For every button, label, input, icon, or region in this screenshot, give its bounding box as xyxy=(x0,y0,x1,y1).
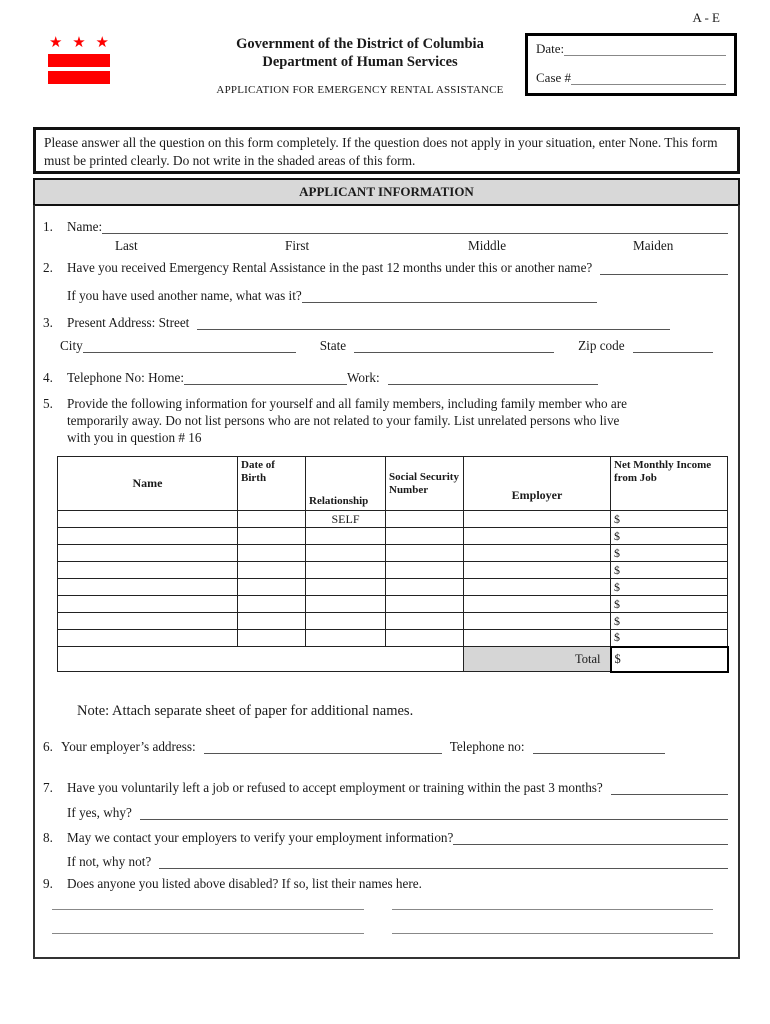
label-last: Last xyxy=(115,238,138,253)
name-input[interactable] xyxy=(102,220,728,234)
family-members-table xyxy=(57,456,729,673)
date-row xyxy=(536,41,726,57)
label-middle: Middle xyxy=(468,238,507,253)
member-relationship-cell[interactable] xyxy=(306,545,386,562)
applicant-information-section xyxy=(33,205,740,959)
member-employer-cell[interactable] xyxy=(464,562,611,579)
member-ssn-cell[interactable] xyxy=(386,528,464,545)
label-first: First xyxy=(285,238,310,253)
member-name-cell[interactable] xyxy=(58,630,238,647)
member-dob-cell[interactable] xyxy=(238,528,306,545)
member-dob-cell[interactable] xyxy=(238,630,306,647)
member-employer-cell[interactable] xyxy=(464,630,611,647)
dc-flag-logo xyxy=(48,36,110,84)
member-employer-cell[interactable] xyxy=(464,579,611,596)
star-icon: ★ xyxy=(72,35,86,51)
q2-sub-label: If you have used another name, what was it? xyxy=(67,288,302,303)
q7-number: 7. xyxy=(43,780,53,795)
date-case-box xyxy=(525,33,737,96)
table-row xyxy=(58,511,728,528)
date-input[interactable] xyxy=(564,43,726,56)
table-row xyxy=(58,545,728,562)
case-row xyxy=(536,70,726,86)
member-name-cell[interactable] xyxy=(58,545,238,562)
q7-row xyxy=(43,780,728,796)
table-row xyxy=(58,596,728,613)
member-name-cell[interactable] xyxy=(58,511,238,528)
q9-names-line-row-1 xyxy=(52,897,713,911)
star-icon: ★ xyxy=(95,35,109,51)
table-row xyxy=(58,528,728,545)
q5-row xyxy=(43,396,663,447)
q2-answer-input[interactable] xyxy=(600,261,728,275)
member-employer-cell[interactable] xyxy=(464,545,611,562)
q1-number: 1. xyxy=(43,219,53,234)
q4-number: 4. xyxy=(43,370,53,385)
q6-phone-label: Telephone no: xyxy=(449,739,525,754)
q7-sub-row xyxy=(67,805,728,821)
member-employer-cell[interactable] xyxy=(464,528,611,545)
member-relationship-cell[interactable] xyxy=(306,596,386,613)
q9-text: Does anyone you listed above disabled? If so, list their names here. xyxy=(67,876,422,891)
col-header-relationship: Relationship xyxy=(306,457,386,511)
flag-stars xyxy=(48,36,110,50)
total-row-blank-cell xyxy=(58,647,464,672)
form-code: A - E xyxy=(692,10,720,25)
member-ssn-cell[interactable] xyxy=(386,545,464,562)
col-header-name: Name xyxy=(58,457,238,511)
employer-address-input[interactable] xyxy=(204,740,442,754)
zip-label: Zip code xyxy=(578,338,625,353)
q2-sub-row xyxy=(67,288,597,304)
work-phone-label: Work: xyxy=(347,370,380,385)
q3-row xyxy=(43,315,670,331)
member-ssn-cell[interactable] xyxy=(386,579,464,596)
q2-number: 2. xyxy=(43,260,53,275)
member-name-cell[interactable] xyxy=(58,596,238,613)
state-label: State xyxy=(319,338,347,353)
member-income-cell[interactable]: $ xyxy=(611,579,728,596)
member-ssn-cell[interactable] xyxy=(386,562,464,579)
q9-names-line-row-2 xyxy=(52,921,713,935)
q8-number: 8. xyxy=(43,830,53,845)
member-employer-cell[interactable] xyxy=(464,613,611,630)
q8-text: May we contact your employers to verify your employment information? xyxy=(67,830,454,845)
another-name-input[interactable] xyxy=(302,289,597,303)
member-dob-cell[interactable] xyxy=(238,545,306,562)
q8-sub-label: If not, why not? xyxy=(67,854,152,869)
total-label-cell: Total xyxy=(464,647,611,672)
q2-text: Have you received Emergency Rental Assistance in the past 12 months under this or another name? xyxy=(67,260,593,275)
q4-label: Telephone No: Home: xyxy=(67,370,184,385)
q7-text: Have you voluntarily left a job or refused to accept employment or training within the past 3 months? xyxy=(67,780,603,795)
col-header-date-of-birth: Date of Birth xyxy=(238,457,306,511)
member-relationship-cell[interactable] xyxy=(306,528,386,545)
member-employer-cell[interactable] xyxy=(464,511,611,528)
member-employer-cell[interactable] xyxy=(464,596,611,613)
member-name-cell[interactable] xyxy=(58,562,238,579)
table-row xyxy=(58,630,728,647)
member-name-cell[interactable] xyxy=(58,579,238,596)
q7-sub-label: If yes, why? xyxy=(67,805,132,820)
disabled-name-input[interactable] xyxy=(52,920,364,934)
q5-text: Provide the following information for yourself and all family members, including family member who are temporarily away. Do not list persons who are not related to your family. List unrelated persons who live with you in question # 16 xyxy=(67,396,627,445)
member-name-cell[interactable] xyxy=(58,613,238,630)
member-relationship-cell[interactable] xyxy=(306,562,386,579)
case-number-input[interactable] xyxy=(571,72,726,85)
work-phone-input[interactable] xyxy=(388,371,598,385)
org-name-line1: Government of the District of Columbia xyxy=(236,36,484,52)
flag-bar xyxy=(48,54,110,67)
q1-name-row xyxy=(43,219,728,235)
date-label: Date: xyxy=(536,41,565,56)
q1-sublabels xyxy=(35,238,738,256)
q3-label: Present Address: Street xyxy=(67,315,190,330)
member-dob-cell[interactable] xyxy=(238,562,306,579)
disabled-name-input[interactable] xyxy=(392,896,713,910)
q9-row xyxy=(43,876,728,892)
q7-reason-input[interactable] xyxy=(140,806,728,820)
member-dob-cell[interactable] xyxy=(238,511,306,528)
member-income-cell[interactable]: $ xyxy=(611,545,728,562)
q2-row xyxy=(43,260,728,276)
q6-number: 6. xyxy=(43,739,53,754)
table-row xyxy=(58,613,728,630)
disabled-name-input[interactable] xyxy=(392,920,713,934)
table-total-row xyxy=(58,647,728,672)
case-number-label: Case # xyxy=(536,70,572,85)
flag-bar xyxy=(48,71,110,84)
table-row xyxy=(58,562,728,579)
q4-row xyxy=(43,370,598,386)
label-maiden: Maiden xyxy=(633,238,674,253)
member-income-cell[interactable]: $ xyxy=(611,511,728,528)
additional-names-note: Note: Attach separate sheet of paper for additional names. xyxy=(77,703,414,719)
q8-reason-input[interactable] xyxy=(159,855,728,869)
q7-answer-input[interactable] xyxy=(611,781,728,795)
member-dob-cell[interactable] xyxy=(238,613,306,630)
q8-sub-row xyxy=(67,854,728,870)
state-input[interactable] xyxy=(354,339,554,353)
member-ssn-cell[interactable] xyxy=(386,511,464,528)
section-header-applicant-information: APPLICANT INFORMATION xyxy=(33,178,740,206)
member-ssn-cell[interactable] xyxy=(386,630,464,647)
q5-number: 5. xyxy=(43,396,53,411)
q9-number: 9. xyxy=(43,876,53,891)
total-income-cell[interactable]: $ xyxy=(611,647,728,672)
col-header-net-monthly-income: Net Monthly Income from Job xyxy=(611,457,728,511)
q8-answer-input[interactable] xyxy=(453,831,728,845)
employer-phone-input[interactable] xyxy=(533,740,665,754)
header-org-block xyxy=(190,36,530,96)
table-row xyxy=(58,579,728,596)
member-ssn-cell[interactable] xyxy=(386,613,464,630)
instructions-box: Please answer all the question on this form completely. If the question does not apply in your situation, enter None. This form must be printed clearly. Do not write in the shaded areas of this form. xyxy=(33,127,740,174)
col-header-ssn: Social Security Number xyxy=(386,457,464,511)
q3-number: 3. xyxy=(43,315,53,330)
member-income-cell[interactable]: $ xyxy=(611,613,728,630)
col-header-employer: Employer xyxy=(464,457,611,511)
zip-input[interactable] xyxy=(633,339,713,353)
disabled-name-input[interactable] xyxy=(52,896,364,910)
city-label: City xyxy=(60,338,83,353)
form-title: APPLICATION FOR EMERGENCY RENTAL ASSISTANCE xyxy=(216,84,504,97)
member-relationship-cell[interactable] xyxy=(306,579,386,596)
q1-label: Name: xyxy=(67,219,103,234)
member-ssn-cell[interactable] xyxy=(386,596,464,613)
city-input[interactable] xyxy=(83,339,296,353)
table-header-row xyxy=(58,457,728,511)
member-relationship-cell[interactable]: SELF xyxy=(306,511,386,528)
member-dob-cell[interactable] xyxy=(238,579,306,596)
street-input[interactable] xyxy=(197,316,670,330)
member-relationship-cell[interactable] xyxy=(306,613,386,630)
member-income-cell[interactable]: $ xyxy=(611,562,728,579)
member-income-cell[interactable]: $ xyxy=(611,630,728,647)
member-income-cell[interactable]: $ xyxy=(611,528,728,545)
q8-row xyxy=(43,830,728,846)
q6-label: Your employer’s address: xyxy=(61,739,196,754)
member-dob-cell[interactable] xyxy=(238,596,306,613)
q3-city-state-zip-row xyxy=(60,338,713,354)
home-phone-input[interactable] xyxy=(184,371,347,385)
star-icon: ★ xyxy=(49,35,63,51)
q6-row xyxy=(43,739,703,755)
member-relationship-cell[interactable] xyxy=(306,630,386,647)
member-name-cell[interactable] xyxy=(58,528,238,545)
org-name-line2: Department of Human Services xyxy=(262,53,458,70)
member-income-cell[interactable]: $ xyxy=(611,596,728,613)
